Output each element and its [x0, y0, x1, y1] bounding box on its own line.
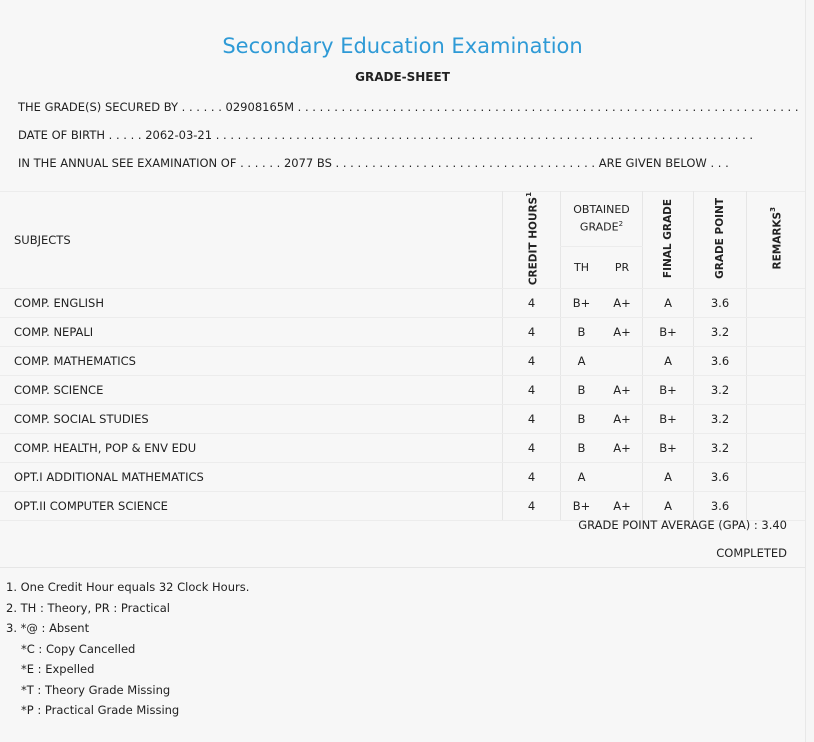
credit-cell: 4 [503, 434, 561, 463]
th-grade-cell: B+ [561, 289, 603, 318]
pr-grade-cell [602, 463, 643, 492]
remarks-cell [747, 405, 806, 434]
final-grade-cell: A [643, 492, 694, 521]
grade-point-cell: 3.6 [694, 347, 747, 376]
subject-cell: OPT.I ADDITIONAL MATHEMATICS [0, 463, 503, 492]
gpa-summary: GRADE POINT AVERAGE (GPA) : 3.40 [578, 518, 787, 532]
page-subtitle: GRADE-SHEET [355, 70, 450, 84]
th-grade-cell: A [561, 347, 603, 376]
subject-cell: COMP. SOCIAL STUDIES [0, 405, 503, 434]
pr-grade-cell: A+ [602, 434, 643, 463]
secured-by-dots: . . . . . . . . . . . . . . . . . . . . . . . . . . . . . . . . . . . . . . . . . . . . . . . . . . . . . . . . . . . . . . . . . . . . . [297, 100, 799, 114]
grade-point-cell: 3.2 [694, 434, 747, 463]
table-row [0, 405, 805, 434]
remarks-cell [747, 434, 806, 463]
header-final-grade: FINAL GRADE [643, 192, 694, 289]
pr-grade-cell: A+ [602, 289, 643, 318]
footnote-3: 3. *@ : Absent [6, 621, 90, 635]
exam-year: 2077 BS [283, 156, 332, 170]
final-grade-cell: A [643, 463, 694, 492]
remarks-cell [747, 347, 806, 376]
final-grade-cell: A [643, 289, 694, 318]
table-row [0, 289, 805, 318]
footnote-2: 2. TH : Theory, PR : Practical [6, 600, 170, 615]
grade-point-cell: 3.2 [694, 405, 747, 434]
header-obtained-grade: OBTAINED GRADE$^2$ [561, 192, 643, 247]
final-grade-cell: A [643, 347, 694, 376]
page-title: Secondary Education Examination [222, 34, 583, 58]
pr-grade-cell: A+ [602, 492, 643, 521]
remarks-cell [747, 318, 806, 347]
grade-point-cell: 3.2 [694, 376, 747, 405]
th-grade-cell: B [561, 434, 603, 463]
subject-cell: COMP. HEALTH, POP & ENV EDU [0, 434, 503, 463]
credit-cell: 4 [503, 347, 561, 376]
grade-point-cell: 3.6 [694, 463, 747, 492]
table-row [0, 434, 805, 463]
divider [0, 567, 805, 568]
header-remarks: REMARKS$^3$ [747, 192, 806, 289]
remarks-cell [747, 289, 806, 318]
table-row [0, 463, 805, 492]
exam-dots: . . . . . . . . . . . . . . . . . . . . . . . . . . . . . . . . . . . . [335, 156, 596, 170]
credit-cell: 4 [503, 289, 561, 318]
result-status: COMPLETED [716, 546, 787, 560]
dob-line [18, 128, 753, 142]
subject-cell: OPT.II COMPUTER SCIENCE [0, 492, 503, 521]
table-row [0, 347, 805, 376]
grade-point-cell: 3.6 [694, 289, 747, 318]
header-grade-point: GRADE POINT [694, 192, 747, 289]
final-grade-cell: B+ [643, 376, 694, 405]
footnote-3-expelled: *E : Expelled [21, 662, 95, 676]
exam-line [18, 156, 729, 170]
subject-cell: COMP. MATHEMATICS [0, 347, 503, 376]
footnote-3-theory-missing: *T : Theory Grade Missing [21, 682, 171, 697]
credit-cell: 4 [503, 463, 561, 492]
final-grade-cell: B+ [643, 405, 694, 434]
pr-grade-cell: A+ [602, 318, 643, 347]
symbol-number: 02908165M [225, 100, 295, 114]
th-grade-cell: B [561, 318, 603, 347]
header-pr: PR [602, 247, 643, 289]
remarks-cell [747, 376, 806, 405]
credit-cell: 4 [503, 492, 561, 521]
subject-cell: COMP. ENGLISH [0, 289, 503, 318]
pr-grade-cell: A+ [602, 376, 643, 405]
secured-by-label: THE GRADE(S) SECURED BY . . . . . . [18, 100, 222, 114]
table-row [0, 376, 805, 405]
th-grade-cell: B [561, 405, 603, 434]
pr-grade-cell [602, 347, 643, 376]
header-credit-hours: CREDIT HOURS$^1$ [503, 192, 561, 289]
remarks-cell [747, 492, 806, 521]
subject-cell: COMP. NEPALI [0, 318, 503, 347]
footnote-1: 1. One Credit Hour equals 32 Clock Hours. [6, 580, 250, 594]
credit-cell: 4 [503, 318, 561, 347]
credit-cell: 4 [503, 405, 561, 434]
subject-cell: COMP. SCIENCE [0, 376, 503, 405]
dob-dots: . . . . . . . . . . . . . . . . . . . . . . . . . . . . . . . . . . . . . . . . . . . . . . . . . . . . . . . . . . . . . . . . . . . . . . . . . . [215, 128, 754, 142]
th-grade-cell: A [561, 463, 603, 492]
grade-point-cell: 3.6 [694, 492, 747, 521]
given-below: ARE GIVEN BELOW . . . [598, 156, 729, 170]
final-grade-cell: B+ [643, 318, 694, 347]
grade-point-cell: 3.2 [694, 318, 747, 347]
footnotes [6, 577, 249, 721]
table-row [0, 492, 805, 521]
pr-grade-cell: A+ [602, 405, 643, 434]
remarks-cell [747, 463, 806, 492]
secured-by-line [18, 100, 798, 114]
footnote-3-practical-missing: *P : Practical Grade Missing [21, 703, 180, 717]
header-th: TH [561, 247, 603, 289]
header-subjects: SUBJECTS [0, 192, 503, 289]
th-grade-cell: B+ [561, 492, 603, 521]
table-row [0, 318, 805, 347]
grades-table [0, 191, 805, 521]
th-grade-cell: B [561, 376, 603, 405]
dob-label: DATE OF BIRTH . . . . . [18, 128, 142, 142]
final-grade-cell: B+ [643, 434, 694, 463]
credit-cell: 4 [503, 376, 561, 405]
exam-label: IN THE ANNUAL SEE EXAMINATION OF . . . . . . [18, 156, 281, 170]
dob-value: 2062-03-21 [145, 128, 213, 142]
footnote-3-copy-cancelled: *C : Copy Cancelled [21, 641, 136, 656]
